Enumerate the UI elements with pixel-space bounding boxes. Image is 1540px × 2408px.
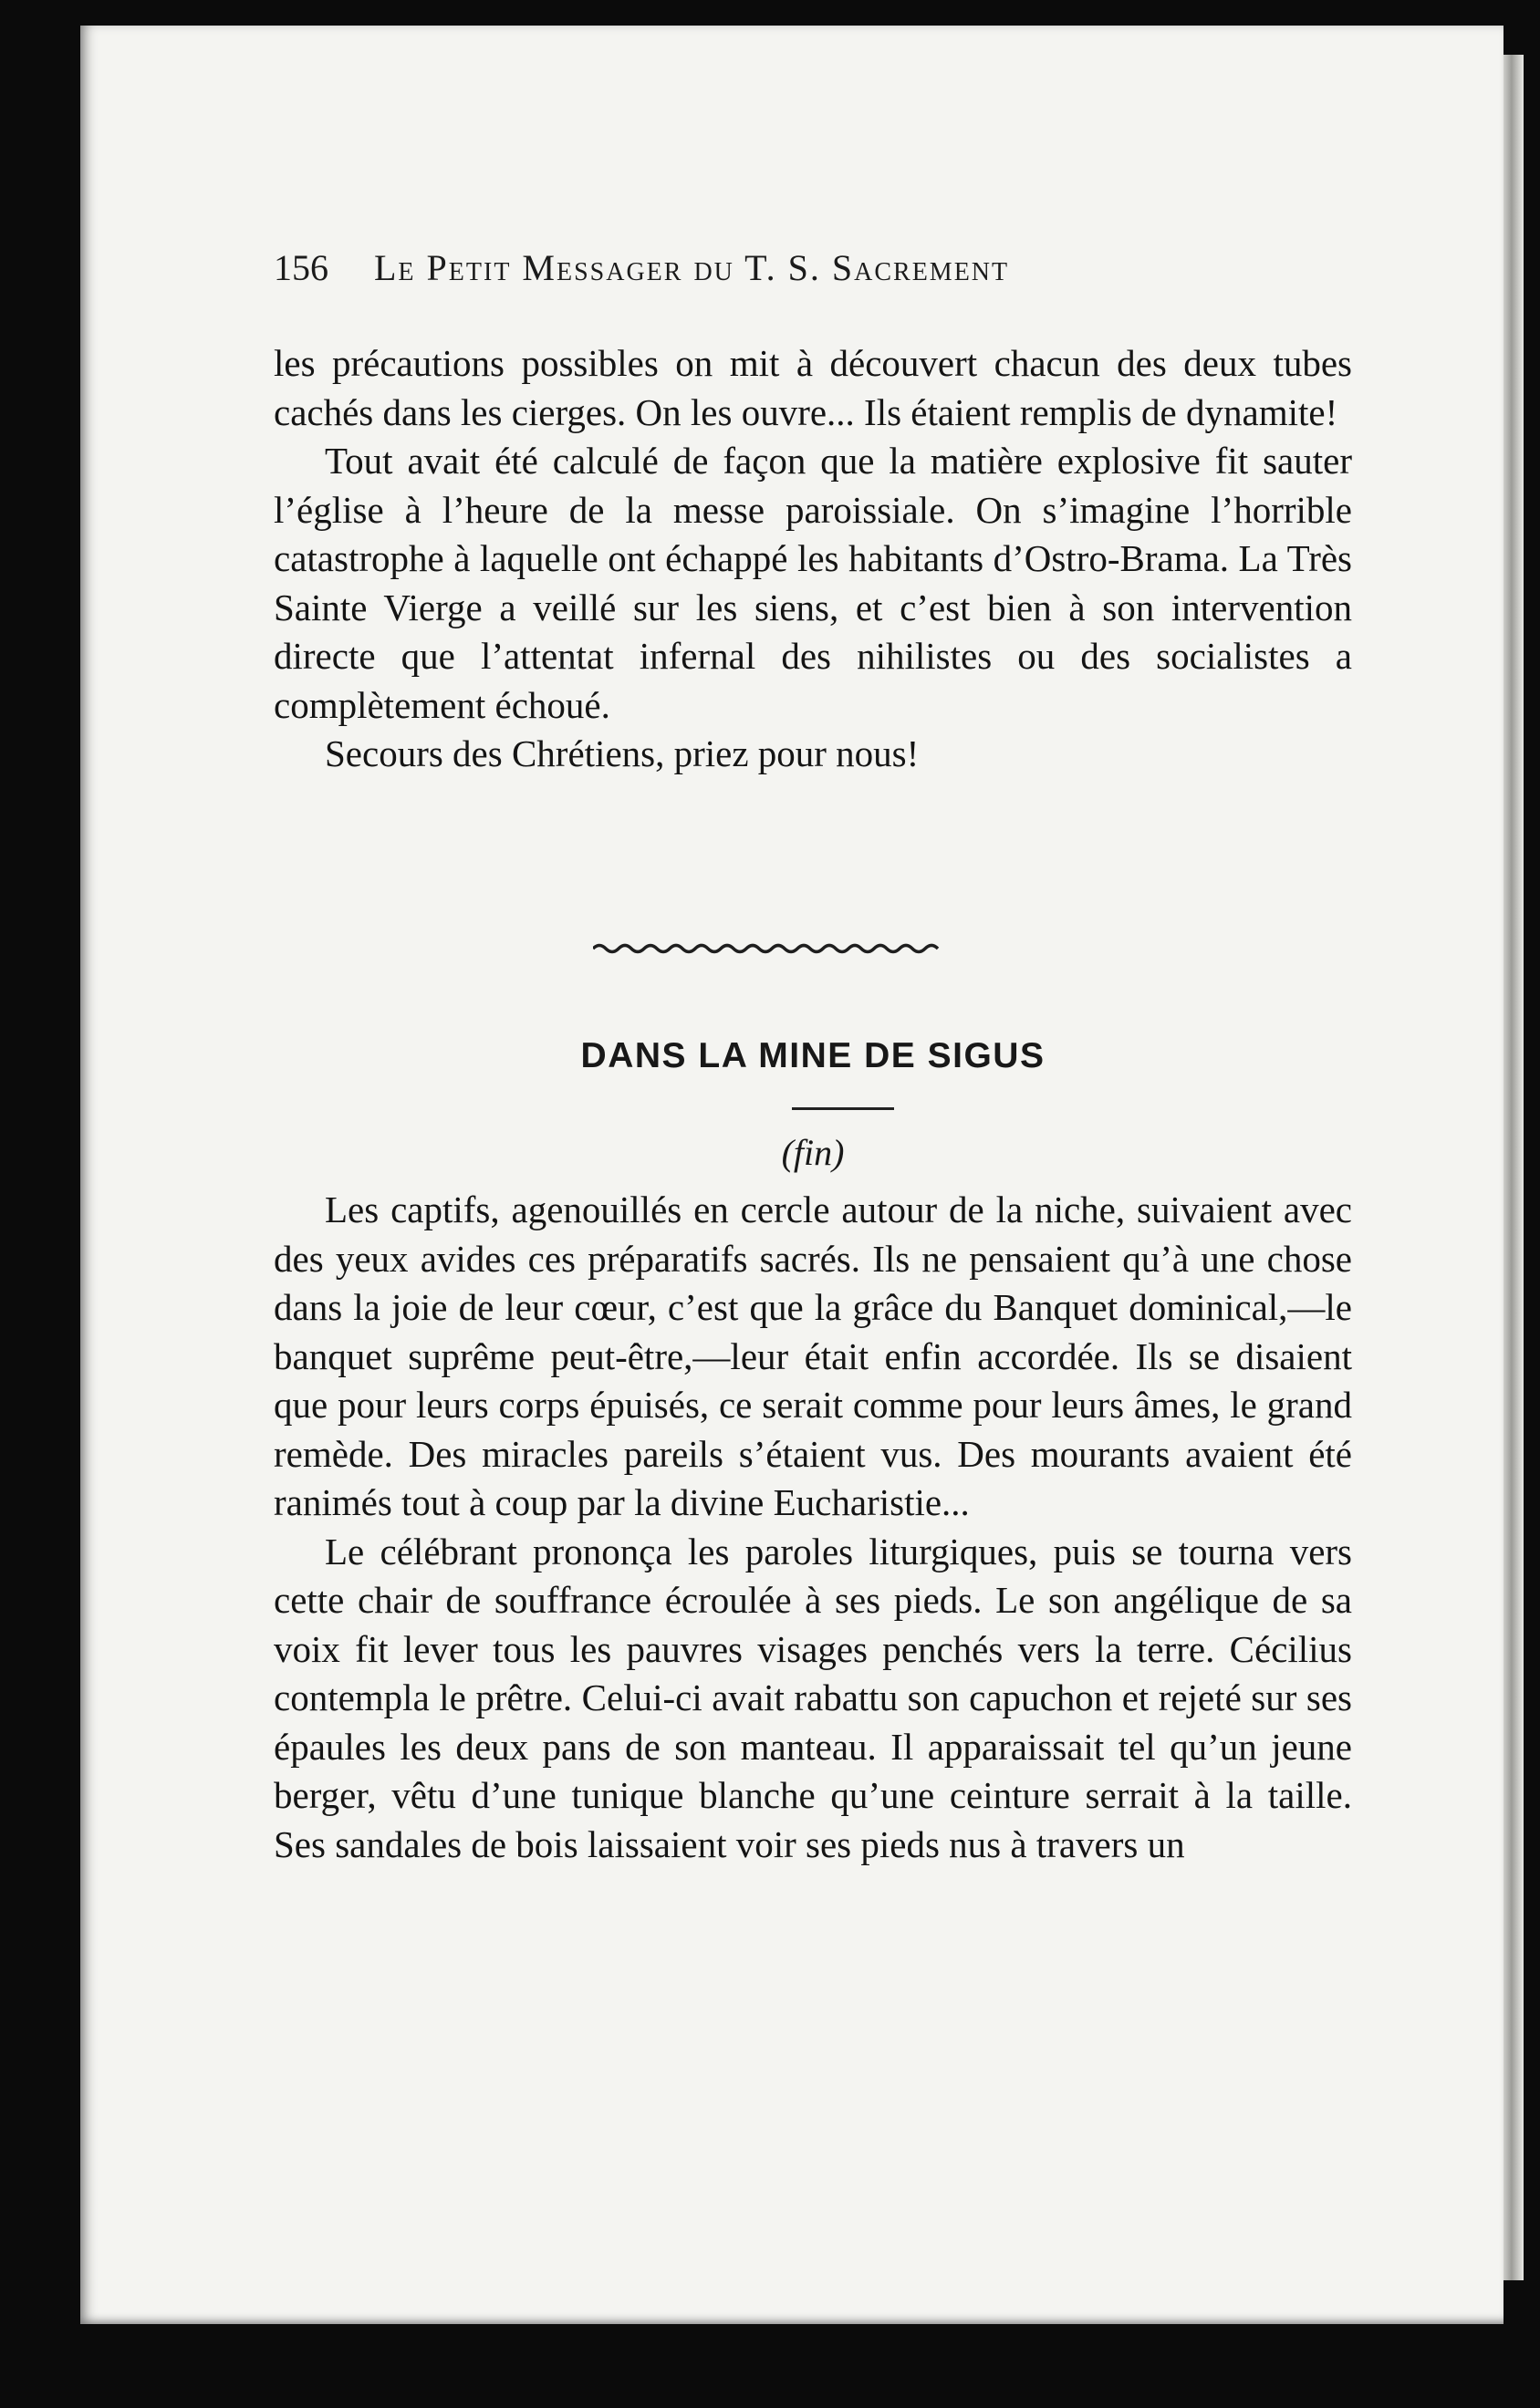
- running-header: [274, 246, 1204, 289]
- article-body: [274, 1186, 1352, 1869]
- page-number: 156: [274, 247, 328, 288]
- title-rule: [792, 1107, 894, 1110]
- article-title: DANS LA MINE DE SIGUS: [580, 1036, 1046, 1075]
- paragraph: les précautions possibles on mit à découvert chacun des deux tubes cachés dans les cierges. On les ouvre... Ils étaient remplis de dynamite!: [274, 342, 1352, 433]
- page-edge: [1504, 55, 1524, 2280]
- section-continuation: [274, 339, 1352, 779]
- wavy-ornament-divider: [593, 939, 949, 958]
- paragraph: Les captifs, agenouillés en cercle autour de la niche, suivaient avec des yeux avides ces préparatifs sacrés. Ils ne pensaient qu’à une chose dans la joie de leur cœur, c’est que la grâce du Banquet dominical,—le banquet suprême peut-être,—leur était enfin accordée. Ils se disaient que pour leurs corps épuisés, ce serait comme pour leurs âmes, le grand remède. Des miracles pareils s’étaient vus. Des mourants avaient été ranimés tout à coup par la divine Eucharistie...: [274, 1188, 1352, 1523]
- paragraph: Le célébrant prononça les paroles liturgiques, puis se tourna vers cette chair de souffrance écroulée à ses pieds. Le son angélique de sa voix fit lever tous les pauvres visages penchés vers la terre. Cécilius contempla le prêtre. Celui-ci avait rabattu son capuchon et rejeté sur ses épaules les deux pans de son manteau. Il apparaissait tel qu’un jeune berger, vêtu d’une tunique blanche qu’une ceinture serrait à la taille. Ses sandales de bois laissaient voir ses pieds nus à travers un: [274, 1530, 1352, 1865]
- running-title: Le Petit Messager du T. S. Sacrement: [374, 247, 1010, 288]
- paragraph: Tout avait été calculé de façon que la matière explosive fit sauter l’église à l’heure de la messe paroissiale. On s’imagine l’horrible catastrophe à laquelle ont échappé les habitants d’Ostro-Brama. La Très Sainte Vierge a veillé sur les siens, et c’est bien à son intervention directe que l’attentat infernal des nihilistes ou des socialistes a complètement échoué.: [274, 440, 1352, 726]
- paragraph: Secours des Chrétiens, priez pour nous!: [325, 732, 920, 774]
- article-subtitle: (fin): [781, 1132, 845, 1173]
